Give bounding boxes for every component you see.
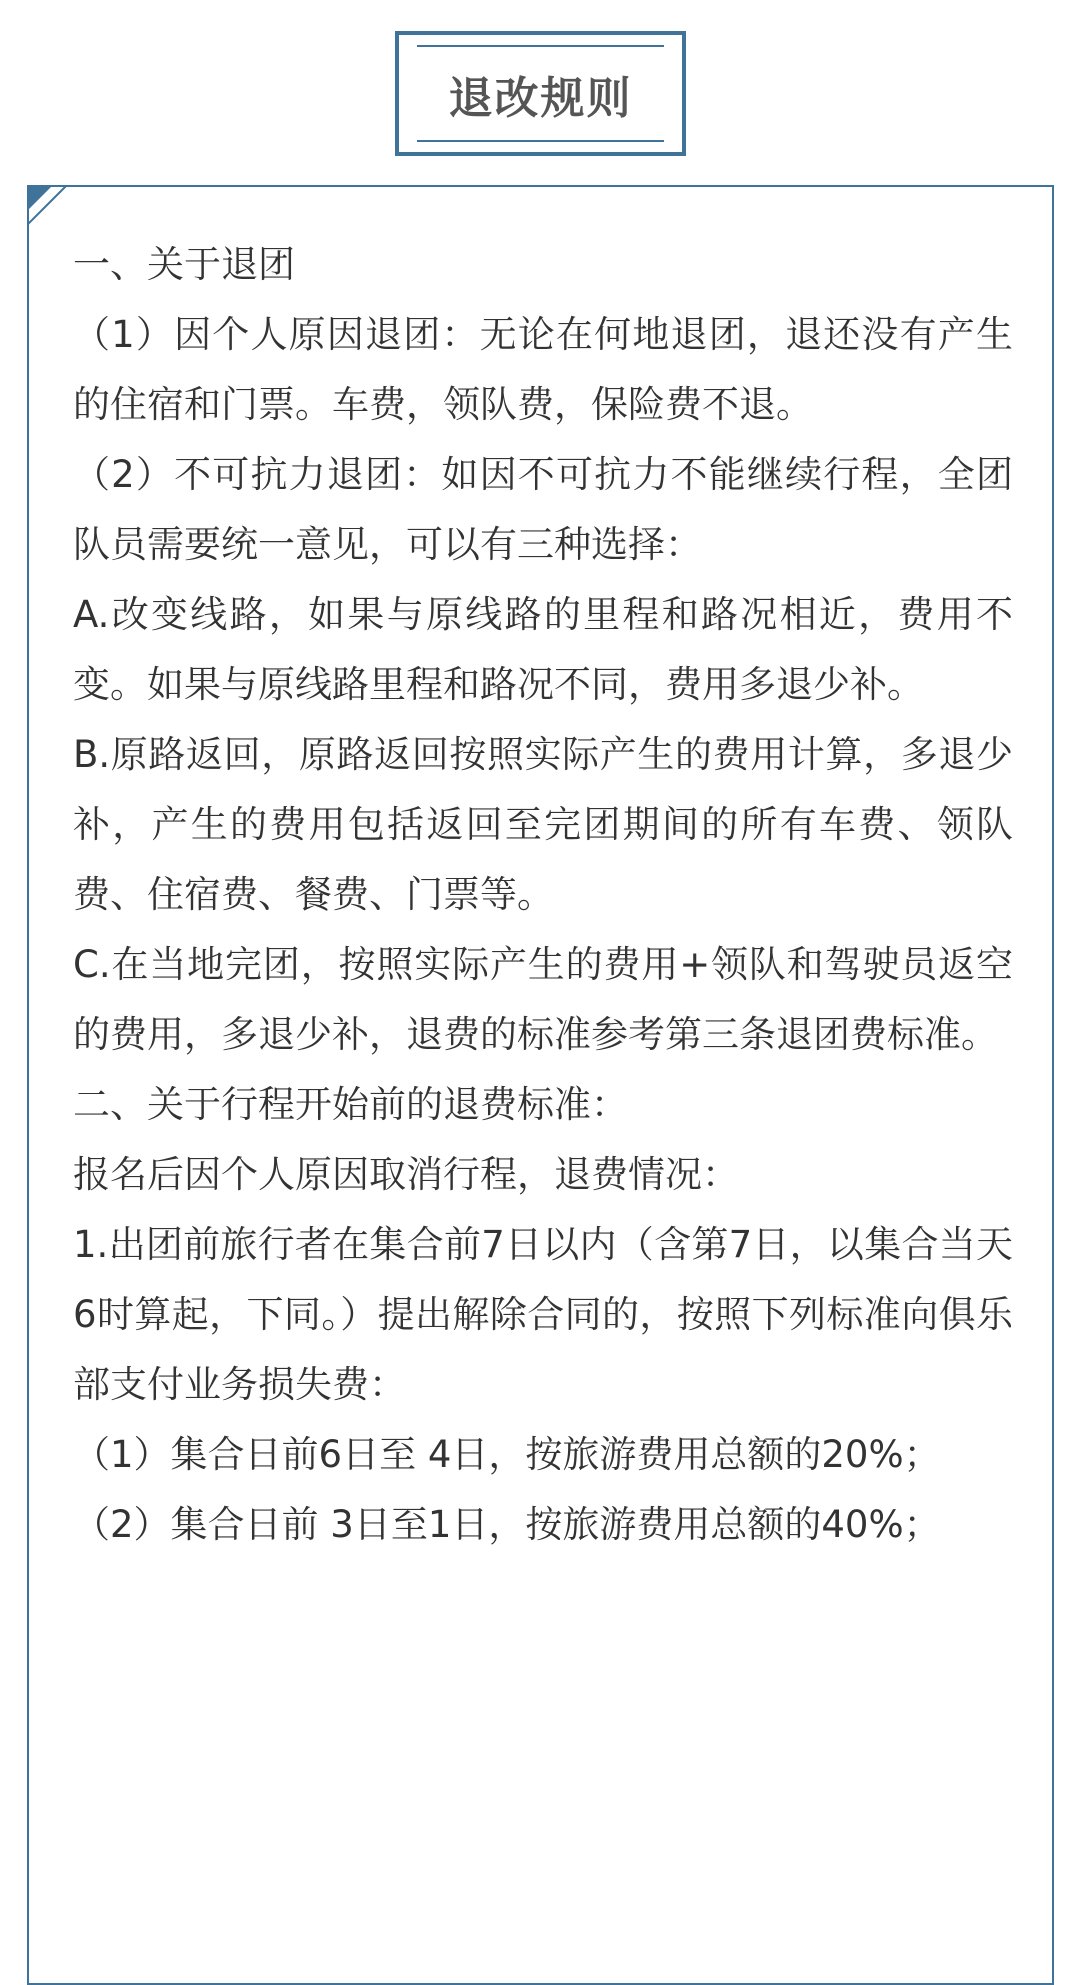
rules-text (73, 230, 1013, 1560)
rule-option-a: A.改变线路，如果与原线路的里程和路况相近，费用不变。如果与原线路里程和路况不同，费用多退少补。 (73, 593, 1013, 706)
refund-rule-1-1: （1）集合日前6日至 4日，按旅游费用总额的20%； (73, 1433, 941, 1476)
refund-rule-1-2: （2）集合日前 3日至1日，按旅游费用总额的40%； (73, 1503, 941, 1546)
title-bottom-rule (417, 140, 664, 142)
title-box (395, 31, 686, 156)
page-title: 退改规则 (448, 72, 633, 124)
corner-fold-icon (27, 185, 71, 229)
section-heading-refund: 二、关于行程开始前的退费标准： (73, 1083, 628, 1126)
rule-option-b: B.原路返回，原路返回按照实际产生的费用计算，多退少补，产生的费用包括返回至完团期间的所有车费、领队费、住宿费、餐费、门票等。 (73, 733, 1013, 916)
section-heading-withdrawal: 一、关于退团 (73, 243, 295, 286)
refund-rule-1: 1.出团前旅行者在集合前7日以内（含第7日，以集合当天6时算起，下同。）提出解除合同的，按照下列标准向俱乐部支付业务损失费： (73, 1223, 1013, 1406)
title-top-rule (417, 45, 664, 47)
rule-personal-withdrawal: （1）因个人原因退团：无论在何地退团，退还没有产生的住宿和门票。车费，领队费，保险费不退。 (73, 313, 1013, 426)
rules-content-box (27, 185, 1054, 1985)
rule-force-majeure: （2）不可抗力退团：如因不可抗力不能继续行程，全团队员需要统一意见，可以有三种选择： (73, 453, 1013, 566)
refund-intro: 报名后因个人原因取消行程，退费情况： (73, 1153, 739, 1196)
rule-option-c: C.在当地完团，按照实际产生的费用+领队和驾驶员返空的费用，多退少补，退费的标准参考第三条退团费标准。 (73, 943, 1013, 1056)
